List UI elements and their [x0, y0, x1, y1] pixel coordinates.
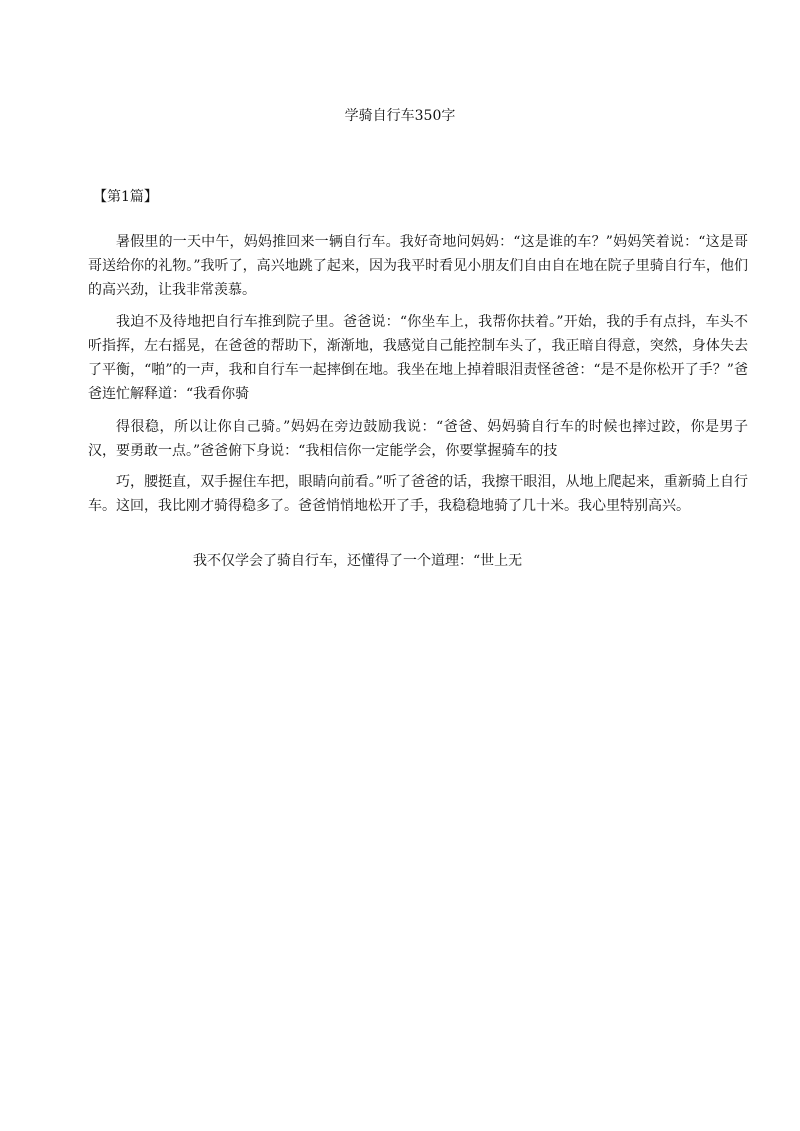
paragraph-2: 我迫不及待地把自行车推到院子里。爸爸说：“你坐车上，我帮你扶着。”开始，我的手有点抖，车头不听指挥，左右摇晃，在爸爸的帮助下，渐渐地，我感觉自己能控制车头了，我正暗自得意，突然，身体失去了平衡，“啪”的一声，我和自行车一起摔倒在地。我坐在地上掉着眼泪责怪爸爸：“是不是你松开了手？”爸爸连忙解释道：“我看你骑: [88, 314, 748, 402]
document-title: 学骑自行车350字: [344, 108, 456, 124]
closing-line: 我不仅学会了骑自行车，还懂得了一个道理：“世上无: [193, 553, 523, 569]
paragraph-3: 得很稳，所以让你自己骑。”妈妈在旁边鼓励我说：“爸爸、妈妈骑自行车的时候也摔过跤，你是男子汉，要勇敢一点。”爸爸俯下身说：“我相信你一定能学会，你要掌握骑车的技: [88, 419, 748, 459]
paragraph-4: 巧，腰挺直，双手握住车把，眼睛向前看。”听了爸爸的话，我擦干眼泪，从地上爬起来，重新骑上自行车。这回，我比刚才骑得稳多了。爸爸悄悄地松开了手，我稳稳地骑了几十米。我心里特别高兴。: [88, 474, 748, 514]
section-label: 【第1篇】: [93, 189, 158, 205]
paragraph-1: 暑假里的一天中午，妈妈推回来一辆自行车。我好奇地问妈妈：“这是谁的车？”妈妈笑着说：“这是哥哥送给你的礼物。”我听了，高兴地跳了起来，因为我平时看见小朋友们自由自在地在院子里骑自行车，他们的高兴劲，让我非常羡慕。: [88, 234, 748, 298]
